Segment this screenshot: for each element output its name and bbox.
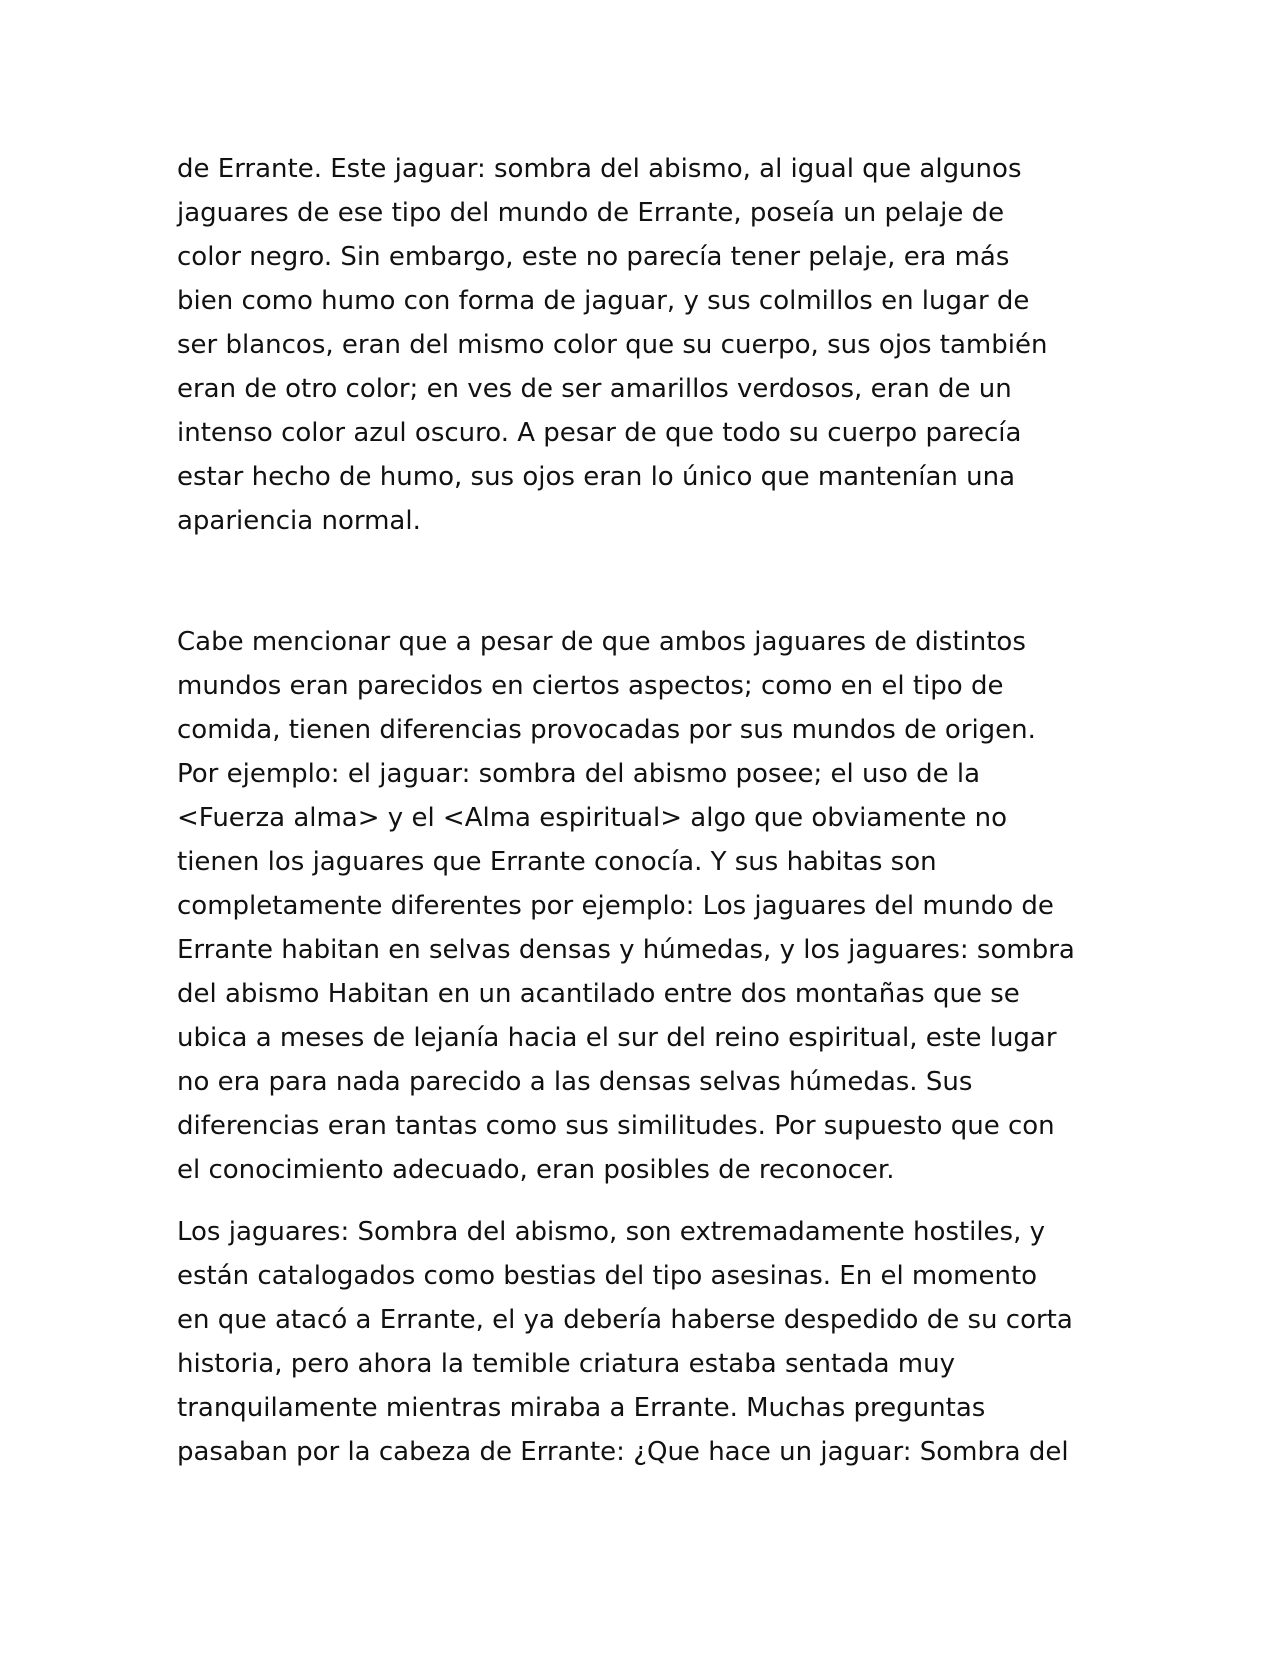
text-line: completamente diferentes por ejemplo: Los jaguares del mundo de [177, 891, 1054, 921]
text-line: comida, tienen diferencias provocadas por sus mundos de origen. [177, 715, 1036, 745]
paragraph-2 [177, 620, 1107, 1192]
text-line: historia, pero ahora la temible criatura estaba sentada muy [177, 1349, 955, 1379]
text-line: el conocimiento adecuado, eran posibles de reconocer. [177, 1155, 895, 1185]
text-line: están catalogados como bestias del tipo asesinas. En el momento [177, 1261, 1038, 1291]
text-line: <Fuerza alma> y el <Alma espiritual> algo que obviamente no [177, 803, 1007, 833]
text-line: tienen los jaguares que Errante conocía. Y sus habitas son [177, 847, 937, 877]
text-line: bien como humo con forma de jaguar, y sus colmillos en lugar de [177, 286, 1030, 316]
text-line: en que atacó a Errante, el ya debería haberse despedido de su corta [177, 1305, 1073, 1335]
text-line: no era para nada parecido a las densas selvas húmedas. Sus [177, 1067, 973, 1097]
text-line: Errante habitan en selvas densas y húmedas, y los jaguares: sombra [177, 935, 1075, 965]
paragraph-3 [177, 1210, 1107, 1474]
text-line: Cabe mencionar que a pesar de que ambos jaguares de distintos [177, 627, 1026, 657]
text-line: jaguares de ese tipo del mundo de Errante, poseía un pelaje de [177, 198, 1005, 228]
text-line: de Errante. Este jaguar: sombra del abismo, al igual que algunos [177, 154, 1022, 184]
text-line: color negro. Sin embargo, este no parecía tener pelaje, era más [177, 242, 1010, 272]
text-line: Los jaguares: Sombra del abismo, son extremadamente hostiles, y [177, 1217, 1046, 1247]
text-line: mundos eran parecidos en ciertos aspectos; como en el tipo de [177, 671, 1004, 701]
text-line: del abismo Habitan en un acantilado entre dos montañas que se [177, 979, 1020, 1009]
text-line: eran de otro color; en ves de ser amarillos verdosos, eran de un [177, 374, 1012, 404]
text-line: apariencia normal. [177, 506, 421, 536]
text-line: ser blancos, eran del mismo color que su cuerpo, sus ojos también [177, 330, 1048, 360]
paragraph-1 [177, 147, 1107, 543]
text-line: tranquilamente mientras miraba a Errante. Muchas preguntas [177, 1393, 986, 1423]
text-line: ubica a meses de lejanía hacia el sur del reino espiritual, este lugar [177, 1023, 1057, 1053]
text-line: diferencias eran tantas como sus similitudes. Por supuesto que con [177, 1111, 1055, 1141]
text-line: estar hecho de humo, sus ojos eran lo único que mantenían una [177, 462, 1016, 492]
text-line: Por ejemplo: el jaguar: sombra del abismo posee; el uso de la [177, 759, 981, 789]
text-line: intenso color azul oscuro. A pesar de que todo su cuerpo parecía [177, 418, 1022, 448]
text-line: pasaban por la cabeza de Errante: ¿Que hace un jaguar: Sombra del [177, 1437, 1069, 1467]
